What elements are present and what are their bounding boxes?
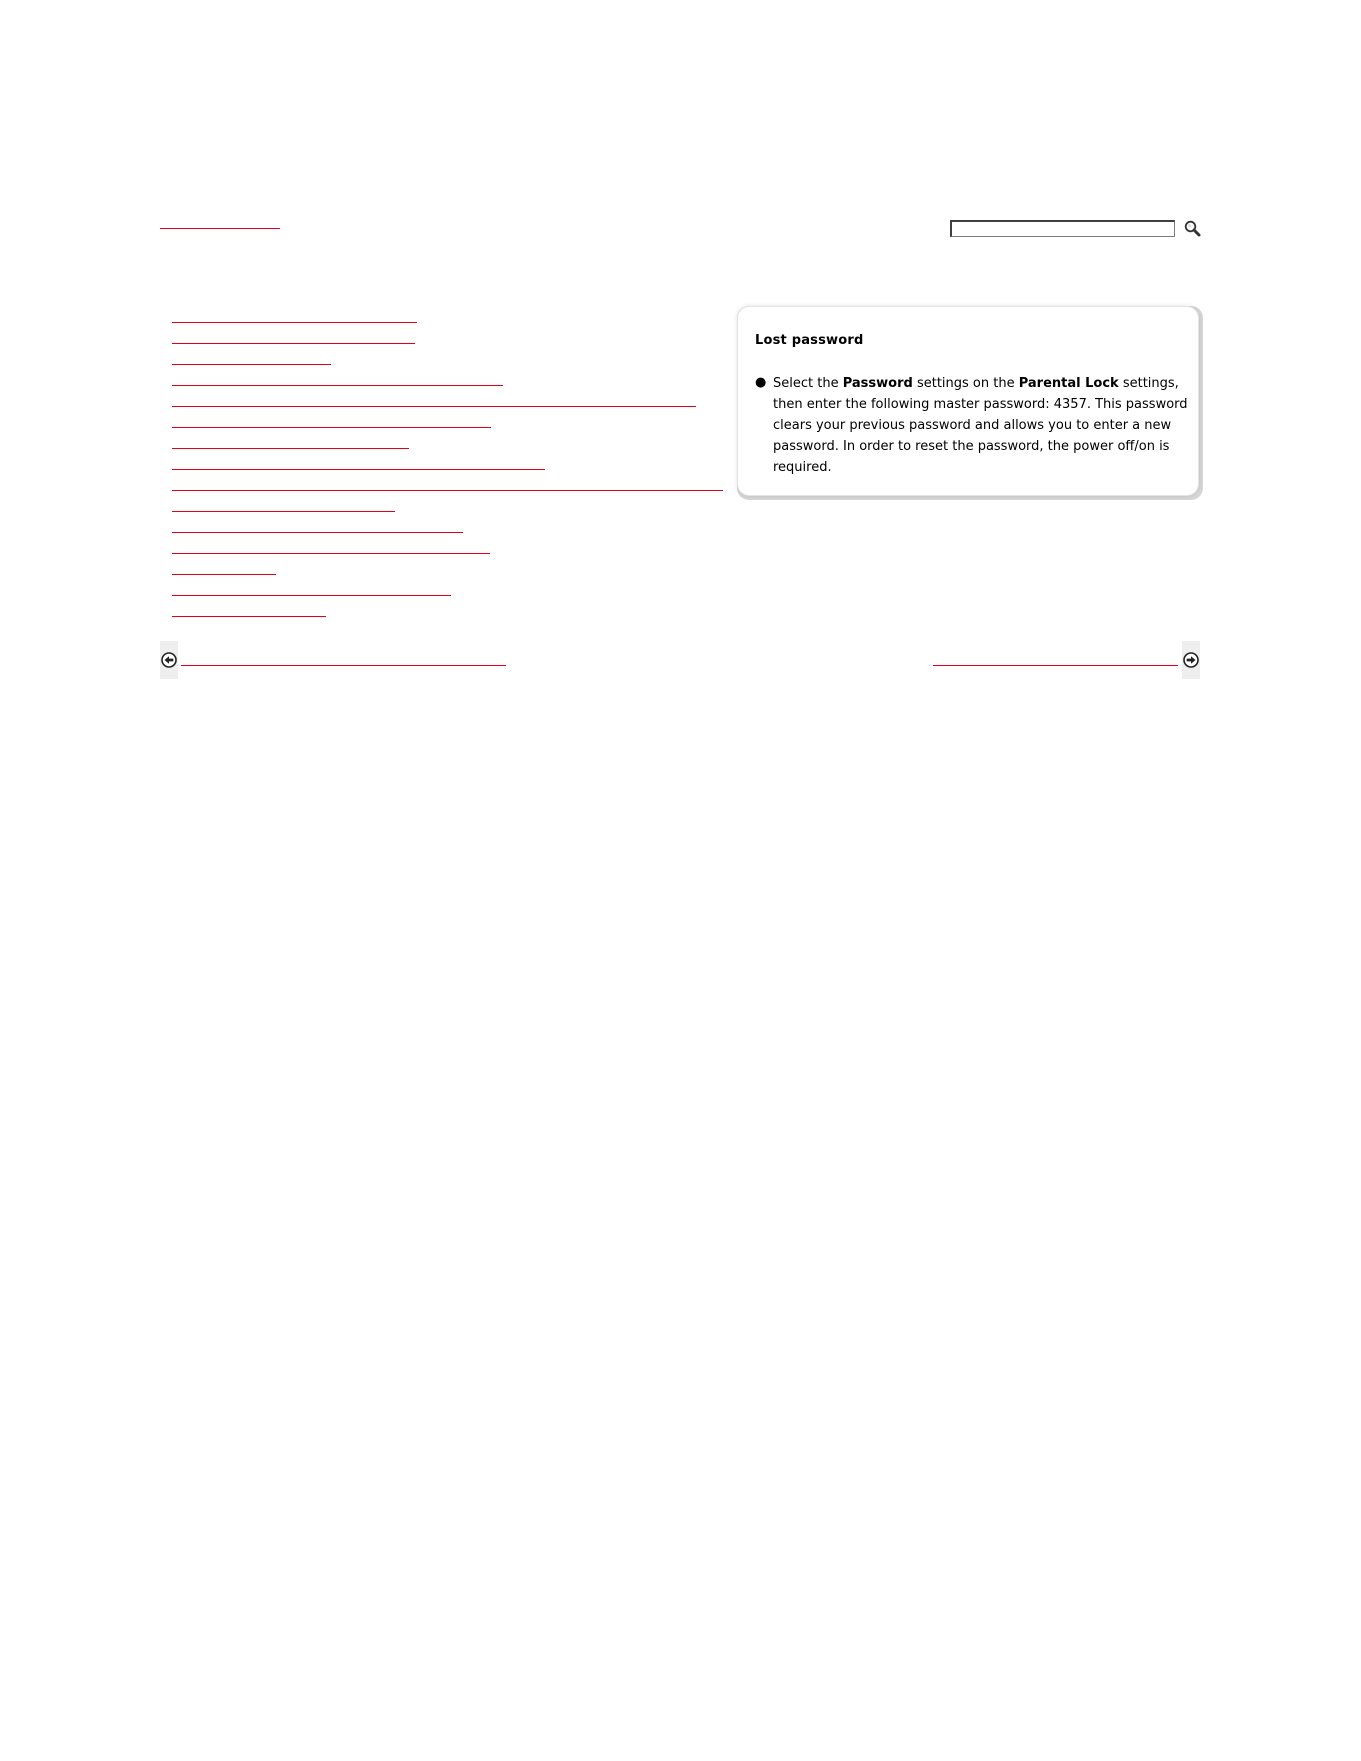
arrow-left-icon [161,652,177,668]
search-icon[interactable] [1183,219,1202,238]
topic-link[interactable] [172,595,451,596]
topic-link[interactable] [172,364,331,365]
topic-link[interactable] [172,385,503,386]
topic-link[interactable] [172,574,276,575]
list-item [172,585,732,606]
list-item [172,606,732,627]
arrow-right-icon [1183,652,1199,668]
list-item [172,501,732,522]
topic-link[interactable] [172,406,696,407]
list-item [172,564,732,585]
topic-link[interactable] [172,490,723,491]
note-text-mid: settings on the [912,376,1019,391]
topic-link-list [172,312,732,627]
list-item [172,522,732,543]
list-item [172,312,732,333]
bullet-icon: ● [755,375,767,390]
topic-link[interactable] [172,511,395,512]
list-item [172,375,732,396]
topic-link[interactable] [172,532,463,533]
note-text-prefix: Select the [773,376,843,391]
list-item [172,480,732,501]
search-input[interactable] [950,220,1175,237]
list-item [172,417,732,438]
list-item [172,396,732,417]
topic-link[interactable] [172,448,409,449]
previous-page-button[interactable] [160,641,178,679]
note-body [773,373,1193,478]
list-item [172,333,732,354]
topic-link[interactable] [172,469,545,470]
search-bar [950,219,1202,239]
list-item [172,438,732,459]
note-text-suffix: settings, then enter the following master password: 4357. This password clears your previous password and allows you to enter a new password. In order to reset the password, the power off/on is required. [773,376,1188,475]
list-item [172,459,732,480]
next-page-button[interactable] [1182,641,1200,679]
note-bold-password: Password [842,376,913,391]
note-box [737,306,1199,496]
top-home-link[interactable] [160,216,280,229]
topic-link[interactable] [172,343,415,344]
topic-link[interactable] [172,427,491,428]
note-title: Lost password [755,333,864,348]
topic-link[interactable] [172,322,417,323]
list-item [172,543,732,564]
topic-link[interactable] [172,616,326,617]
list-item [172,354,732,375]
next-page-link[interactable] [933,665,1178,666]
previous-page-link[interactable] [181,665,506,666]
note-bold-parental-lock: Parental Lock [1018,376,1119,391]
topic-link[interactable] [172,553,490,554]
